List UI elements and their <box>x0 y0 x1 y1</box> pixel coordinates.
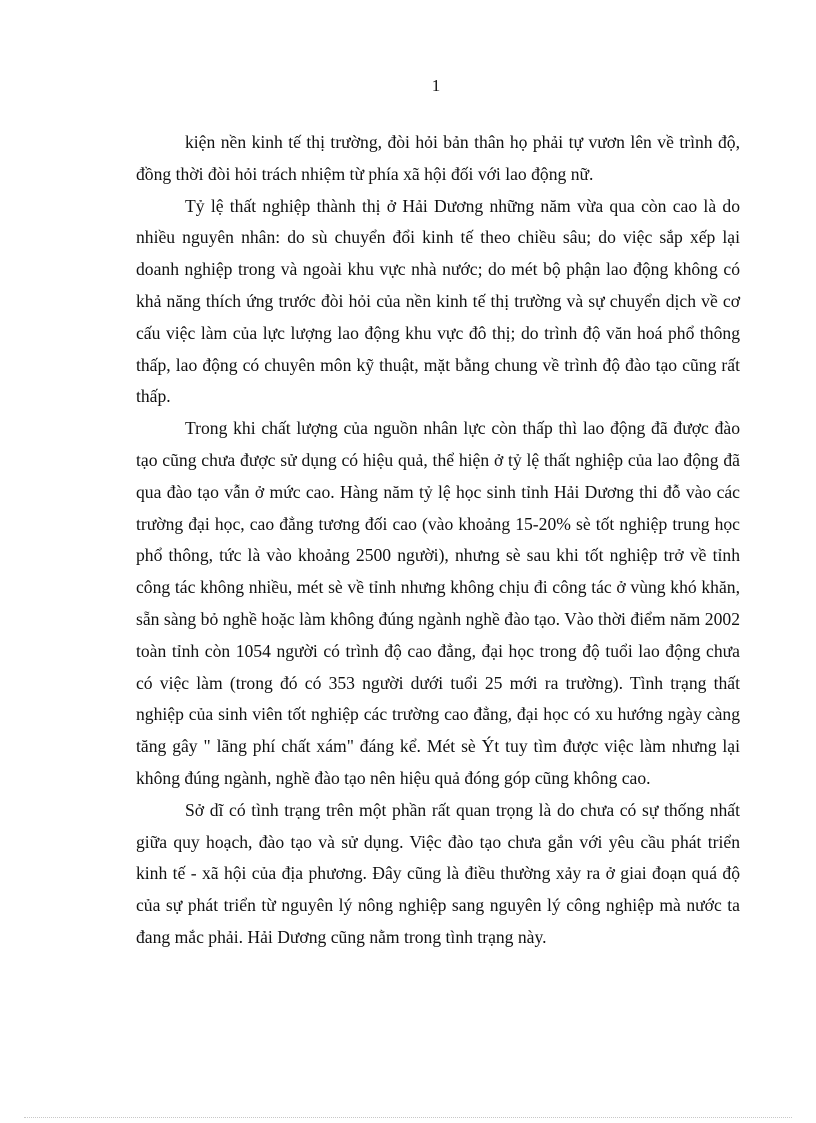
paragraph-unemployment-causes: Tỷ lệ thất nghiệp thành thị ở Hải Dương những năm vừa qua còn cao là do nhiều nguyên nhân: do sù chuyển đổi kinh tế theo chiều sâu; do việc sắp xếp lại doanh nghiệp trong và ngoài khu vực nhà nước; do mét bộ phận lao động không có khả năng thích ứng trước đòi hỏi của nền kinh tế thị trường và sự chuyển dịch về cơ cấu việc làm của lực lượng lao động khu vực đô thị; do trình độ văn hoá phổ thông thấp, lao động có chuyên môn kỹ thuật, mặt bằng chung về trình độ đào tạo cũng rất thấp. <box>136 195 740 407</box>
page-number: 1 <box>431 76 441 95</box>
paragraph-trained-labor: Trong khi chất lượng của nguồn nhân lực còn thấp thì lao động đã được đào tạo cũng chưa được sử dụng có hiệu quả, thể hiện ở tỷ lệ thất nghiệp của lao động đã qua đào tạo vẫn ở mức cao. Hàng năm tỷ lệ học sinh tỉnh Hải Dương thi đỗ vào các trường đại học, cao đẳng tương đối cao (vào khoảng 15-20% sè tốt nghiệp trung học phổ thông, tức là vào khoảng 2500 người), nhưng sè sau khi tốt nghiệp trở về tỉnh công tác không nhiều, mét sè về tỉnh nhưng không chịu đi công tác ở vùng khó khăn, sẵn sàng bỏ nghề hoặc làm không đúng ngành nghề đào tạo. Vào thời điểm năm 2002 toàn tỉnh còn 1054 người có trình độ cao đẳng, đại học trong độ tuổi lao động chưa có việc làm (trong đó có 353 người dưới tuổi 25 mới ra trường). Tình trạng thất nghiệp của sinh viên tốt nghiệp các trường cao đẳng, đại học có xu hướng ngày càng tăng gây " lãng phí chất xám" đáng kể. Mét sè Ýt tuy tìm được việc làm nhưng lại không đúng ngành, nghề đào tạo nên hiệu quả đóng góp cũng không cao. <box>136 418 740 788</box>
document-body <box>136 127 740 954</box>
page-bottom-divider <box>24 1117 792 1118</box>
paragraph-continuation: kiện nền kinh tế thị trường, đòi hỏi bản thân họ phải tự vươn lên về trình độ, đồng thời đòi hỏi trách nhiệm từ phía xã hội đối với lao động nữ. <box>136 132 740 184</box>
paragraph-planning-training: Sở dĩ có tình trạng trên một phần rất quan trọng là do chưa có sự thống nhất giữa quy hoạch, đào tạo và sử dụng. Việc đào tạo chưa gắn với yêu cầu phát triển kinh tế - xã hội của địa phương. Đây cũng là điều thường xảy ra ở giai đoạn quá độ của sự phát triển từ nguyên lý nông nghiệp sang nguyên lý công nghiệp mà nước ta đang mắc phải. Hải Dương cũng nằm trong tình trạng này. <box>136 799 740 947</box>
